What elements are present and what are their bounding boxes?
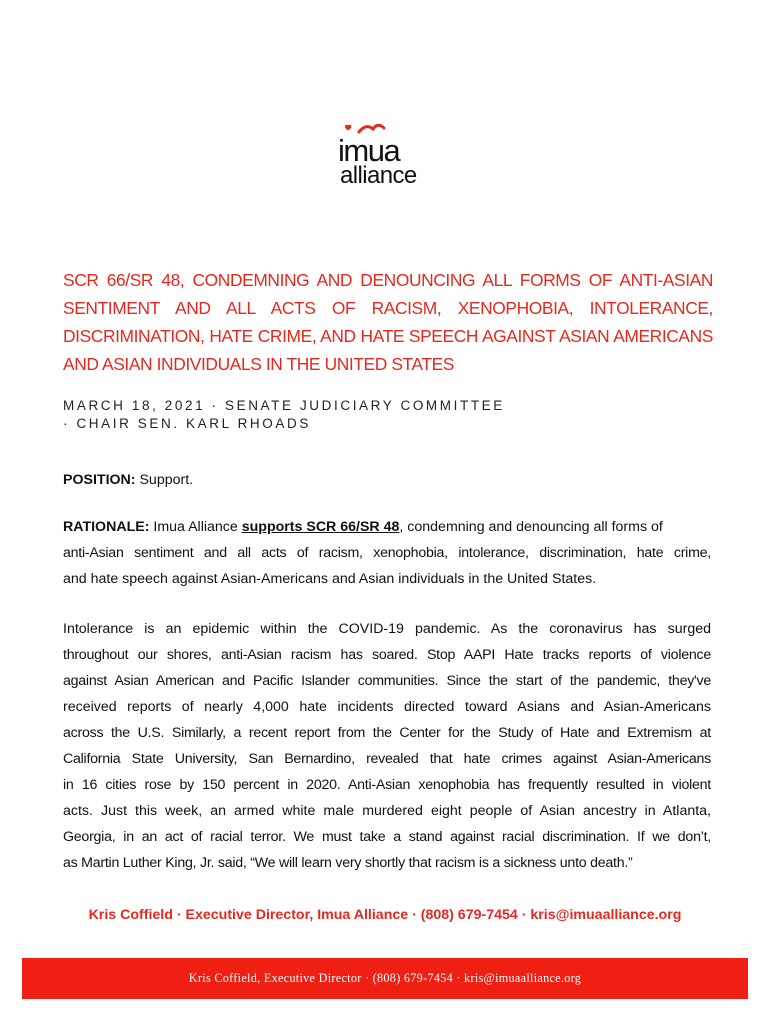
- rationale-label: RATIONALE:: [63, 519, 150, 535]
- contact-line: Kris Coffield · Executive Director, Imua Alliance · (808) 679-7454 · kris@imuaalliance.org: [88, 907, 682, 923]
- rationale-line: anti-Asian sentiment and all acts of racism, xenophobia, intolerance, discrimination, hate crime,: [63, 545, 711, 561]
- hearing-date-committee: MARCH 18, 2021 · SENATE JUDICIARY COMMITTEE: [63, 398, 505, 413]
- body-line: against Asian American and Pacific Islander communities. Since the start of the pandemic, they've: [63, 673, 711, 689]
- title-line: DISCRIMINATION, HATE CRIME, AND HATE SPEECH AGAINST ASIAN AMERICANS: [63, 326, 713, 346]
- rationale-line: and hate speech against Asian-Americans and Asian individuals in the United States.: [63, 571, 597, 587]
- logo-wordmark: imua: [338, 133, 400, 168]
- body-line: in 16 cities rose by 150 percent in 2020. Anti-Asian xenophobia has frequently resulted in violent: [63, 777, 711, 793]
- body-line: throughout our shores, anti-Asian racism has soared. Stop AAPI Hate tracks reports of violence: [63, 647, 711, 663]
- body-line: across the U.S. Similarly, a recent report from the Center for the Study of Hate and Extremism at: [63, 725, 711, 741]
- imua-alliance-logo: [338, 123, 438, 185]
- body-line: acts. Just this week, an armed white male murdered eight people of Asian ancestry in Atlanta,: [63, 803, 711, 819]
- footer-bar: Kris Coffield, Executive Director · (808) 679-7454 · kris@imuaalliance.org: [22, 958, 748, 999]
- swoop-icon: [359, 125, 384, 132]
- position-label: POSITION:: [63, 472, 136, 488]
- heart-icon: [345, 125, 351, 131]
- body-line: Georgia, in an act of racial terror. We must take a stand against racial discrimination. If we don’t,: [63, 829, 711, 845]
- title-line: SENTIMENT AND ALL ACTS OF RACISM, XENOPHOBIA, INTOLERANCE,: [63, 298, 713, 318]
- rationale-text: Imua Alliance: [149, 519, 242, 535]
- title-line: SCR 66/SR 48, CONDEMNING AND DENOUNCING ALL FORMS OF ANTI-ASIAN: [63, 270, 713, 290]
- hearing-chair: · CHAIR SEN. KARL RHOADS: [63, 416, 311, 431]
- body-paragraph: [63, 616, 711, 876]
- position-value: Support.: [135, 472, 194, 488]
- hearing-info: [63, 397, 583, 433]
- body-line: received reports of nearly 4,000 hate incidents directed toward Asians and Asian-Americans: [63, 699, 711, 715]
- position-statement: [63, 467, 711, 493]
- logo-subtitle: alliance: [340, 162, 417, 185]
- supports-link[interactable]: supports SCR 66/SR 48: [241, 519, 400, 535]
- body-line: California State University, San Bernardino, revealed that hate crimes against Asian-Americans: [63, 751, 711, 767]
- title-line: AND ASIAN INDIVIDUALS IN THE UNITED STATES: [63, 354, 454, 374]
- body-line: Intolerance is an epidemic within the COVID-19 pandemic. As the coronavirus has surged: [63, 621, 711, 637]
- rationale-text: , condemning and denouncing all forms of: [399, 519, 663, 535]
- document-title: [63, 266, 713, 378]
- rationale-paragraph: [63, 514, 711, 592]
- body-line: as Martin Luther King, Jr. said, “We will learn very shortly that racism is a sickness unto death.”: [63, 855, 633, 871]
